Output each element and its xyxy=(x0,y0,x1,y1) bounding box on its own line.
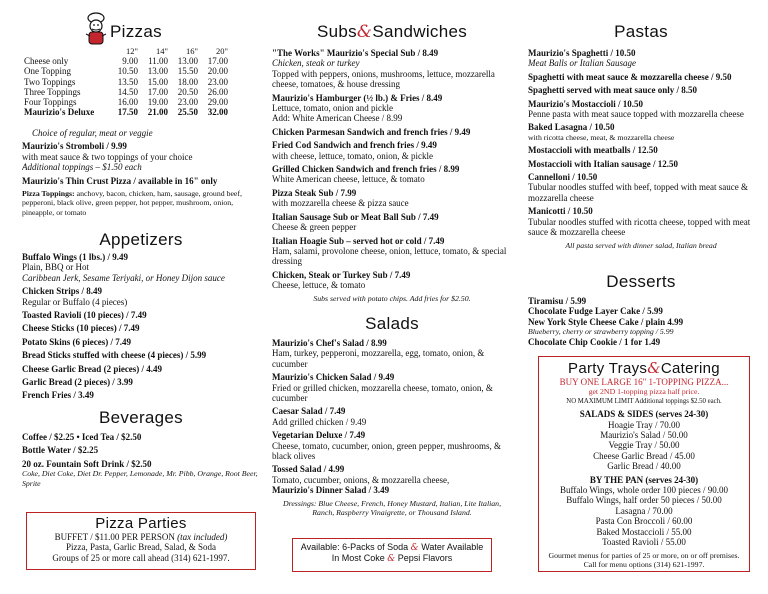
menu-item: Potato Skins (6 pieces) / 7.49 xyxy=(22,336,131,347)
menu-item: Manicotti / 10.50 xyxy=(528,206,593,217)
menu-item-desc: Ham, salami, provolone cheese, onion, lettuce, tomato, & special dressing xyxy=(272,245,507,267)
thin-crust-item: Maurizio's Thin Crust Pizza / available in 16" only xyxy=(22,175,218,186)
list-item: Garlic Bread / 40.00 xyxy=(607,461,681,472)
menu-item: Mostaccioli with meatballs / 12.50 xyxy=(528,145,658,156)
promo-line-3: NO MAXIMUM LIMIT Additional toppings $2.50 each. xyxy=(566,397,722,405)
menu-item: Spaghetti served with meat sauce only / 8.50 xyxy=(528,85,697,96)
menu-item: Maurizio's Mostaccioli / 10.50 xyxy=(528,98,643,109)
menu-item: Italian Sausage Sub or Meat Ball Sub / 7.49 xyxy=(272,211,439,222)
list-item: Pasta Con Broccoli / 60.00 xyxy=(595,516,693,527)
beverages-title: Beverages xyxy=(99,408,183,427)
list-item: Veggie Tray / 50.00 xyxy=(608,440,680,451)
right-column xyxy=(528,0,754,594)
subs-note: Subs served with potato chips. Add fries for $2.50. xyxy=(313,293,471,303)
catering-title: Party Trays&Catering xyxy=(568,359,720,377)
menu-item-desc: Tubular noodles stuffed with ricotta cheese, topped with meat sauce & mozzarella cheese xyxy=(528,216,751,238)
menu-item: Tossed Salad / 4.99 xyxy=(272,464,345,475)
salads-sides-head: SALADS & SIDES (serves 24-30) xyxy=(579,409,709,420)
soda-line-1: Available: 6-Packs of Soda & Water Available xyxy=(300,542,484,553)
menu-item: "The Works" Maurizio's Special Sub / 8.49 xyxy=(272,48,439,58)
menu-item: Chicken Parmesan Sandwich and french fries / 9.49 xyxy=(272,126,471,137)
menu-item-desc: Ham, turkey, pepperoni, mozzarella, egg, tomato, onion, & cucumber xyxy=(272,348,485,369)
menu-item: Bread Sticks stuffed with cheese (4 pieces) / 5.99 xyxy=(22,350,207,361)
desserts-title: Desserts xyxy=(606,272,676,291)
menu-item-desc: Caribbean Jerk, Sesame Teriyaki, or Honey Dijon sauce xyxy=(22,272,225,283)
dressings-note: Dressings: Blue Cheese, French, Honey Mustard, Italian, Lite Italian, Ranch, Raspberry Vinaigrette, or Thousand Island. xyxy=(282,498,502,518)
list-item: Buffalo Wings, whole order 100 pieces / 90.00 xyxy=(559,485,729,496)
menu-item-desc: Coke, Diet Coke, Diet Dr. Pepper, Lemonade, Mr. Pibb, Orange, Root Beer, Sprite xyxy=(22,469,258,488)
stromboli-note: Additional toppings – $1.50 each xyxy=(22,162,142,173)
menu-item: New York Style Cheese Cake / plain 4.99 xyxy=(528,316,684,327)
pasta-note: All pasta served with dinner salad, Italian bread xyxy=(565,240,717,250)
pizza-parties-title: Pizza Parties xyxy=(95,515,187,532)
menu-item-desc: Add: White American Cheese / 8.99 xyxy=(272,113,403,124)
menu-item-desc: Tubular noodles stuffed with beef, topped with meat sauce & mozzarella cheese xyxy=(528,182,748,203)
menu-item-desc: Penne pasta with meat sauce topped with mozzarella cheese xyxy=(528,109,744,120)
menu-item: Chocolate Fudge Layer Cake / 5.99 xyxy=(528,306,663,317)
list-item: Maurizio's Salad / 50.00 xyxy=(600,430,688,441)
menu-item: Buffalo Wings (1 lbs.) / 9.49 xyxy=(22,252,128,262)
list-item: Lasagna / 70.00 xyxy=(615,505,673,516)
table-row: Four Toppings 16.00 19.00 23.00 29.00 xyxy=(24,97,228,108)
menu-item: Garlic Bread (2 pieces) / 3.99 xyxy=(22,377,133,388)
pizza-parties-box xyxy=(26,512,256,570)
buffet-items: Pizza, Pasta, Garlic Bread, Salad, & Soda xyxy=(66,542,216,553)
list-item: Buffalo Wings, half order 50 pieces / 50.00 xyxy=(566,495,722,506)
salads-title: Salads xyxy=(365,314,419,333)
list-item: Cheese Garlic Bread / 45.00 xyxy=(593,450,695,461)
menu-item-desc: Cheese, lettuce, & tomato xyxy=(272,280,366,291)
menu-item: Maurizio's Spaghetti / 10.50 xyxy=(528,48,636,58)
catering-box xyxy=(538,356,750,572)
list-item: Hoagie Tray / 70.00 xyxy=(608,419,680,430)
promo-line: BUY ONE LARGE 16" 1-TOPPING PIZZA... xyxy=(559,377,729,387)
menu-item: Caesar Salad / 7.49 xyxy=(272,406,346,417)
menu-item-desc: Cheese & green pepper xyxy=(272,222,357,233)
list-item: Toasted Ravioli / 55.00 xyxy=(602,537,686,548)
menu-item-desc: White American cheese, lettuce, & tomato xyxy=(272,174,425,185)
subs-title: Subs&Sandwiches xyxy=(316,22,468,42)
menu-item-desc: with mozzarella cheese & pizza sauce xyxy=(272,198,409,209)
gourmet-note: Gourmet menus for parties of 25 or more, on or off premises. Call for menu options (314) 621-1997. xyxy=(548,550,740,569)
deluxe-note: Choice of regular, meat or veggie xyxy=(32,128,153,138)
menu-item: Spaghetti with meat sauce & mozzarella cheese / 9.50 xyxy=(528,71,732,82)
promo-line-2: get 2ND 1-topping pizza half price. xyxy=(588,387,700,397)
menu-item: Vegetarian Deluxe / 7.49 xyxy=(272,430,366,441)
menu-item: Maurizio's Dinner Salad / 3.49 xyxy=(272,485,390,496)
menu-item-desc: Tomato, cucumber, onions, & mozzarella cheese, xyxy=(272,474,450,485)
pastas-title: Pastas xyxy=(614,22,668,41)
table-row: Three Toppings 14.50 17.00 20.50 26.00 xyxy=(24,86,228,97)
menu-item: Mostaccioli with Italian sausage / 12.50 xyxy=(528,158,678,169)
size-header: 20" xyxy=(216,46,228,56)
buffet-groups: Groups of 25 or more call ahead (314) 621-1997. xyxy=(52,552,230,563)
menu-item: Cheese Garlic Bread (2 pieces) / 4.49 xyxy=(22,363,163,374)
menu-item-desc: Cheese, tomato, cucumber, onion, green pepper, mushrooms, & black olives xyxy=(272,440,501,462)
menu-item-desc: Blueberry, cherry or strawberry topping / 5.99 xyxy=(528,327,674,337)
by-the-pan-head: BY THE PAN (serves 24-30) xyxy=(589,474,699,485)
menu-item: Toasted Ravioli (10 pieces) / 7.49 xyxy=(22,310,147,321)
menu-item: Tiramisu / 5.99 xyxy=(528,296,587,306)
middle-column xyxy=(272,0,512,594)
table-row: One Topping 10.50 13.00 15.50 20.00 xyxy=(24,66,228,77)
stromboli-item: Maurizio's Stromboli / 9.99 xyxy=(22,141,127,152)
menu-item-desc: Fried or grilled chicken, mozzarella cheese, tomato, onion, & cucumber xyxy=(272,382,493,404)
menu-item-desc: Plain, BBQ or Hot xyxy=(22,262,90,273)
pizza-toppings: Pizza Toppings: anchovy, bacon, chicken, ham, sausage, ground beef, pepperoni, black olive, green pepper, hot pepper, mushroom, onion, pineapple, or tomato xyxy=(22,189,242,217)
menu-item: Cannelloni / 10.50 xyxy=(528,172,598,183)
menu-item-desc: Add grilled chicken / 9.49 xyxy=(272,416,367,427)
left-column xyxy=(22,0,260,594)
soda-line-2: In Most Coke & Pepsi Flavors xyxy=(331,553,453,565)
menu-item-desc: with ricotta cheese, meat, & mozzarella cheese xyxy=(528,132,675,142)
menu-item: Chicken Strips / 8.49 xyxy=(22,286,103,297)
menu-item: Maurizio's Hamburger (½ lb.) & Fries / 8.49 xyxy=(272,92,443,103)
menu-item-desc: Chicken, steak or turkey xyxy=(272,58,360,69)
menu-item: French Fries / 3.49 xyxy=(22,390,94,401)
menu-item: Fried Cod Sandwich and french fries / 9.49 xyxy=(272,140,437,151)
list-item: Baked Mostaccioli / 55.00 xyxy=(596,526,692,537)
menu-item: Maurizio's Chef's Salad / 8.99 xyxy=(272,338,387,348)
menu-item: Pizza Steak Sub / 7.99 xyxy=(272,187,357,198)
menu-item: Grilled Chicken Sandwich and french fries / 8.99 xyxy=(272,164,460,175)
table-row: Two Toppings 13.50 15.00 18.00 23.00 xyxy=(24,76,228,87)
menu-item-desc: Meat Balls or Italian Sausage xyxy=(528,58,636,69)
menu-item: Cheese Sticks (10 pieces) / 7.49 xyxy=(22,323,140,334)
chef-logo-icon xyxy=(82,12,110,46)
table-row: Cheese only 9.00 11.00 13.00 17.00 xyxy=(24,56,228,67)
pizzas-title: Pizzas xyxy=(110,22,162,41)
menu-item: Maurizio's Chicken Salad / 9.49 xyxy=(272,372,395,383)
size-header: 16" xyxy=(186,46,198,56)
size-header: 12" xyxy=(126,46,138,56)
pizza-price-table xyxy=(22,46,230,117)
menu-item-desc: Lettuce, tomato, onion and pickle xyxy=(272,103,393,114)
menu-item: Bottle Water / $2.25 xyxy=(22,445,99,456)
soda-box xyxy=(292,538,492,572)
menu-item-desc: with cheese, lettuce, tomato, onion, & pickle xyxy=(272,150,433,161)
table-row: Maurizio's Deluxe 17.50 21.00 25.50 32.00 xyxy=(24,107,228,118)
menu-item: 20 oz. Fountain Soft Drink / $2.50 xyxy=(22,458,152,469)
menu-item-desc: Regular or Buffalo (4 pieces) xyxy=(22,296,128,307)
menu-item: Chicken, Steak or Turkey Sub / 7.49 xyxy=(272,269,411,280)
appetizers-title: Appetizers xyxy=(99,230,183,249)
menu-item: Baked Lasagna / 10.50 xyxy=(528,122,615,133)
menu-item: Coffee / $2.25 • Iced Tea / $2.50 xyxy=(22,432,142,442)
stromboli-desc: with meat sauce & two toppings of your choice xyxy=(22,151,193,162)
menu-item-desc: Topped with peppers, onions, mushrooms, lettuce, mozzarella cheese, tomatoes, & house dressing xyxy=(272,68,495,90)
menu-item: Chocolate Chip Cookie / 1 for 1.49 xyxy=(528,336,661,347)
menu-item: Italian Hoagie Sub – served hot or cold / 7.49 xyxy=(272,235,445,246)
buffet-line: BUFFET / $11.00 PER PERSON (tax included) xyxy=(54,532,228,542)
size-header: 14" xyxy=(156,46,168,56)
